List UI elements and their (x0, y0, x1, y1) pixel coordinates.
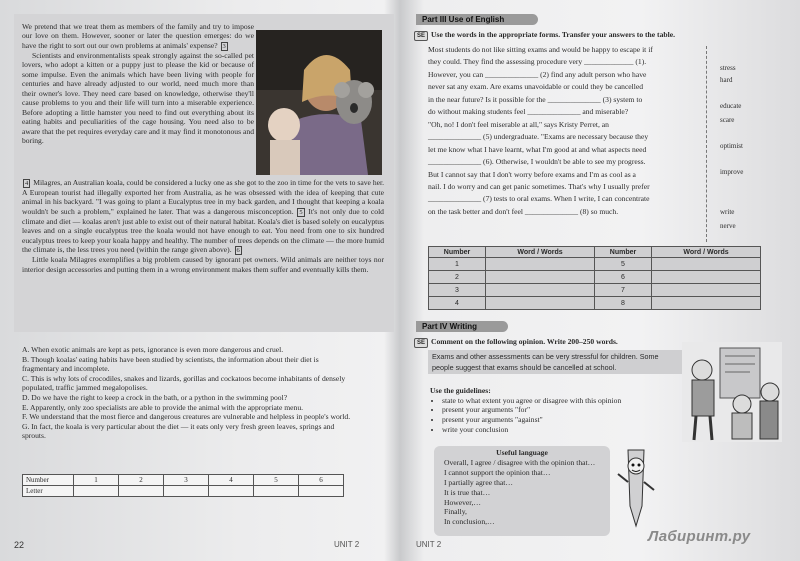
option-item: D. Do we have the right to keep a crock in the bath, or a python in the swimming pool? (22, 392, 288, 402)
text-line: let me know what I have learnt, what I'm good at and what aspects need (428, 144, 647, 154)
table-cell: 4 (429, 297, 486, 310)
answer-cell[interactable] (486, 284, 595, 297)
table-cell: 5 (595, 258, 652, 271)
useful-item: I cannot support the opinion that… (444, 467, 551, 477)
reading-paragraph: We pretend that we treat them as members of the family and try to impose our love on them. However, sooner or later the question emerges: do we have the right to sort out our own problems at animals' expense? 3 (22, 22, 254, 50)
table-cell: 1 (429, 258, 486, 271)
text-line: ______________ (6). Otherwise, I wouldn't be able to see my progress. (428, 157, 646, 167)
unit-label: UNIT 2 (334, 540, 360, 549)
table-cell: Letter (23, 486, 74, 497)
text-line: ______________ (5) undergraduate. "Exams are necessary because they (428, 132, 649, 142)
text-line: Most students do not like sitting exams and would be happy to escape it if (428, 45, 653, 54)
part3-instruction: Use the words in the appropriate forms. Transfer your answers to the table. (431, 30, 675, 39)
reading-paragraph: 4 Milagres, an Australian koala, could be considered a lucky one as she got to the zoo in time for the vets to save her. A European tourist had illegally exported her from Australia, as he was obsessed with the idea of keeping that cute animal in his backyard. "I was going to plant a Eucalyptus tree in my back garden, and I thought that keeping a koala wouldn't be such a problem," explained he later. That was a dangerous misconception. 5 It's not only due to cold climate and diet — koalas aren't just able to exist out of their natural habitat. Koala's diet is based solely on eucalyptus leaves and on a single eucalyptus tree the koala would not have enough to eat. You need from one to six hundred eucalyptus trees to keep your koala happy and healthy. The number of trees depends on the climate — the more humid the climate is, the less trees you need (within the range given above). 6 (22, 178, 384, 255)
useful-item: It is true that… (444, 487, 491, 497)
se-badge: SE (414, 31, 428, 41)
se-badge: SE (414, 338, 428, 348)
text-line: in the near future? Is it possible for the ______________ (3) system to (428, 94, 643, 104)
answer-table (22, 474, 344, 497)
gap-marker: 6 (236, 247, 240, 255)
word-item: hard (720, 76, 733, 84)
text-line: "Oh, no! I don't feel miserable at all," says Kristy Perret, an (428, 119, 609, 129)
answer-cell[interactable] (74, 486, 119, 497)
table-row (429, 284, 761, 297)
reading-text-top (22, 22, 254, 145)
answer-cell[interactable] (486, 258, 595, 271)
options-list (22, 345, 352, 441)
part4-instruction: Comment on the following opinion. Write 200–250 words. (431, 337, 618, 346)
answer-cell[interactable] (652, 297, 761, 310)
text-line: do without making students feel ______________ and miserable? (428, 107, 629, 117)
students-cartoon-illustration (680, 340, 784, 444)
word-item: improve (720, 168, 744, 176)
table-cell: 5 (254, 475, 299, 486)
answer-table-english (428, 246, 761, 310)
useful-item: Overall, I agree / disagree with the opinion that… (444, 457, 596, 467)
option-item: A. When exotic animals are kept as pets, ignorance is even more dangerous and cruel. (22, 345, 284, 354)
word-item: write (720, 208, 735, 216)
answer-cell[interactable] (486, 271, 595, 284)
answer-cell[interactable] (652, 284, 761, 297)
koala-photo (256, 30, 382, 175)
guideline-item: • present your arguments "against" (442, 415, 621, 425)
answer-cell[interactable] (164, 486, 209, 497)
answer-cell[interactable] (652, 258, 761, 271)
useful-item: However,… (444, 497, 482, 507)
text-line: ______________ (7) tests to oral exams. When I write, I can concentrate (428, 194, 650, 204)
word-item: scare (720, 116, 735, 124)
unit-label: UNIT 2 (416, 540, 442, 549)
useful-language-box (434, 446, 610, 536)
text-line: nail. I do worry and can get panic sometimes. That's why I usually prefer (428, 181, 650, 191)
reading-paragraph: Scientists and environmentalists speak strongly against the so-called pet lovers, who adopt a kitten or a puppy just to please the kid or because of some impulse. Even the animals which have been living with people for centuries and have already adjusted to our world, need much more than their owner's love. They need care based on knowledge, otherwise they'll cause problems to you and their life will turn into a miserable experience. Before adopting a little hamster you need to find out everything about its eating habits and peculiarities of the cage housing. You need also to be aware that the pet requires everyday care and it may find it monotonous and boring. (22, 50, 254, 145)
table-cell: 8 (595, 297, 652, 310)
guideline-item: • present your arguments "for" (442, 405, 621, 415)
column-header: Number (429, 247, 486, 258)
table-cell: 3 (429, 284, 486, 297)
useful-item: In conclusion,… (444, 517, 495, 527)
text-line: on the task better and don't feel ______________ (8) so much. (428, 206, 619, 216)
table-cell: 3 (164, 475, 209, 486)
gap-marker: 5 (299, 208, 303, 216)
useful-item: Finally, (444, 507, 467, 517)
text-line: they could. They find the assessing procedure very _____________ (1). (428, 57, 647, 67)
text-line: But I cannot say that I don't worry before exams and I'm as cool as a (428, 169, 636, 179)
reading-paragraph: Little koala Milagres exemplifies a big problem caused by ignorant pet owners. Wild animals are neither toys nor interior design accessories and putting them in a wrong environment makes them suffer and eventually kills them. (22, 255, 384, 274)
word-item: nerve (720, 222, 736, 230)
table-cell: 2 (429, 271, 486, 284)
table-row (23, 475, 344, 486)
use-of-english-text (428, 44, 696, 218)
part4-header: Part IV Writing (416, 321, 508, 332)
table-row (23, 486, 344, 497)
table-cell: 2 (119, 475, 164, 486)
text-line: However, you can ______________ (2) find any adult person who have (428, 69, 647, 79)
column-header: Number (595, 247, 652, 258)
divider-line (706, 46, 708, 242)
page-number: 22 (14, 540, 25, 550)
table-row (429, 271, 761, 284)
option-item: C. This is why lots of crocodiles, snakes and lizards, gorillas and cockatoos become inhabitants of densely populated, traffic jammed megalopolises. (22, 373, 346, 393)
guideline-item: • write your conclusion (442, 425, 621, 435)
pen-mascot-illustration (614, 446, 658, 528)
left-page (0, 0, 398, 561)
table-header-row (429, 247, 761, 258)
gap-marker: 3 (222, 42, 226, 50)
answer-cell[interactable] (652, 271, 761, 284)
watermark: Лабиринт.ру (648, 528, 751, 545)
useful-item: I partially agree that… (444, 477, 513, 487)
guidelines (430, 386, 621, 435)
answer-cell[interactable] (254, 486, 299, 497)
word-item: stress (720, 64, 736, 72)
reading-text-bottom (22, 178, 384, 274)
column-header: Word / Words (486, 247, 595, 258)
table-cell: 6 (299, 475, 344, 486)
useful-title: Useful language (496, 448, 548, 457)
gap-marker: 4 (25, 180, 29, 187)
column-header: Word / Words (652, 247, 761, 258)
text-line: never sat any exam. Are exams unavoidable or could they be cancelled (428, 82, 644, 92)
option-item: G. In fact, the koala is very particular about the diet — it eats only very fresh green leaves, springs and sprouts. (22, 421, 335, 441)
option-item: F. We understand that the most fierce and dangerous creatures are vulnerable and helpless in people's world. (22, 412, 351, 422)
table-cell: 1 (74, 475, 119, 486)
table-cell: 6 (595, 271, 652, 284)
guidelines-title: Use the guidelines: (430, 386, 491, 395)
option-item: B. Though koalas' eating habits have been studied by scientists, the information about their diet is fragmentary and incomplete. (22, 354, 319, 374)
answer-cell[interactable] (119, 486, 164, 497)
table-cell: Number (23, 475, 74, 486)
word-item: optimist (720, 142, 743, 150)
answer-cell[interactable] (299, 486, 344, 497)
answer-cell[interactable] (209, 486, 254, 497)
table-cell: 4 (209, 475, 254, 486)
table-row (429, 297, 761, 310)
guideline-item: • state to what extent you agree or disagree with this opinion (442, 396, 621, 406)
table-row (429, 258, 761, 271)
opinion-box: Exams and other assessments can be very stressful for children. Some people suggest that exams should be cancelled at school. (428, 350, 684, 374)
table-cell: 7 (595, 284, 652, 297)
answer-cell[interactable] (486, 297, 595, 310)
word-item: educate (720, 102, 742, 110)
option-item: E. Apparently, only zoo specialists are able to provide the animal with the appropriate menu. (22, 402, 304, 412)
part3-header: Part III Use of English (416, 14, 538, 25)
